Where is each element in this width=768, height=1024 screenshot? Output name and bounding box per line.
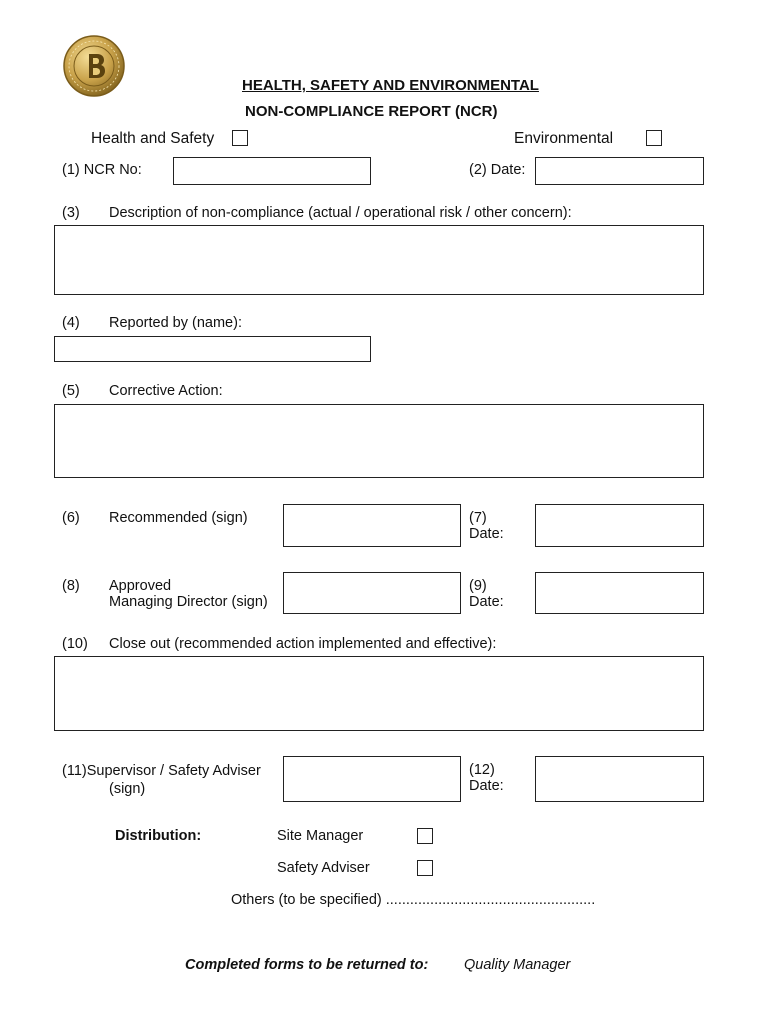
supervisor-sign-field[interactable] [283, 756, 461, 802]
health-safety-label: Health and Safety [91, 130, 215, 147]
approved-label: Approved [109, 578, 172, 594]
corrective-action-field[interactable] [54, 404, 704, 478]
close-out-label: Close out (recommended action implemented and effective): [109, 636, 497, 652]
recommended-sign-field[interactable] [283, 504, 461, 547]
others-label: Others (to be specified) .................................................... [231, 892, 596, 908]
returned-to-value: Quality Manager [464, 957, 571, 973]
distribution-label: Distribution: [115, 828, 202, 844]
date-9-field[interactable] [535, 572, 704, 614]
date-field[interactable] [535, 157, 704, 185]
description-field[interactable] [54, 225, 704, 295]
site-manager-checkbox[interactable] [417, 828, 433, 844]
date-label: (2) Date: [469, 162, 526, 178]
date-12-label: Date: [469, 778, 504, 794]
supervisor-label: (11)Supervisor / Safety Adviser [62, 763, 261, 779]
site-manager-label: Site Manager [277, 828, 364, 844]
approved-sign-field[interactable] [283, 572, 461, 614]
recommended-label: Recommended (sign) [109, 510, 248, 526]
company-seal-icon [62, 34, 126, 98]
page-title: HEALTH, SAFETY AND ENVIRONMENTAL [242, 77, 539, 94]
returned-to-label: Completed forms to be returned to: [185, 957, 429, 973]
date-7-number: (7) [469, 510, 487, 526]
recommended-number: (6) [62, 510, 80, 526]
approved-number: (8) [62, 578, 80, 594]
date-9-label: Date: [469, 594, 504, 610]
corrective-action-number: (5) [62, 383, 80, 399]
description-label: Description of non-compliance (actual / operational risk / other concern): [109, 205, 572, 221]
corrective-action-label: Corrective Action: [109, 383, 223, 399]
date-12-number: (12) [469, 762, 495, 778]
reported-by-number: (4) [62, 315, 80, 331]
health-safety-checkbox[interactable] [232, 130, 248, 146]
date-12-field[interactable] [535, 756, 704, 802]
ncr-no-label: (1) NCR No: [62, 162, 142, 178]
date-7-label: Date: [469, 526, 504, 542]
environmental-checkbox[interactable] [646, 130, 662, 146]
safety-adviser-label: Safety Adviser [277, 860, 370, 876]
close-out-number: (10) [62, 636, 88, 652]
managing-director-label: Managing Director (sign) [109, 594, 268, 610]
ncr-no-field[interactable] [173, 157, 371, 185]
environmental-label: Environmental [514, 130, 614, 147]
company-logo [62, 34, 126, 98]
reported-by-field[interactable] [54, 336, 371, 362]
supervisor-sign-label: (sign) [109, 781, 146, 797]
safety-adviser-checkbox[interactable] [417, 860, 433, 876]
date-7-field[interactable] [535, 504, 704, 547]
page-subtitle: NON-COMPLIANCE REPORT (NCR) [245, 103, 498, 120]
date-9-number: (9) [469, 578, 487, 594]
close-out-field[interactable] [54, 656, 704, 731]
description-number: (3) [62, 205, 80, 221]
reported-by-label: Reported by (name): [109, 315, 242, 331]
